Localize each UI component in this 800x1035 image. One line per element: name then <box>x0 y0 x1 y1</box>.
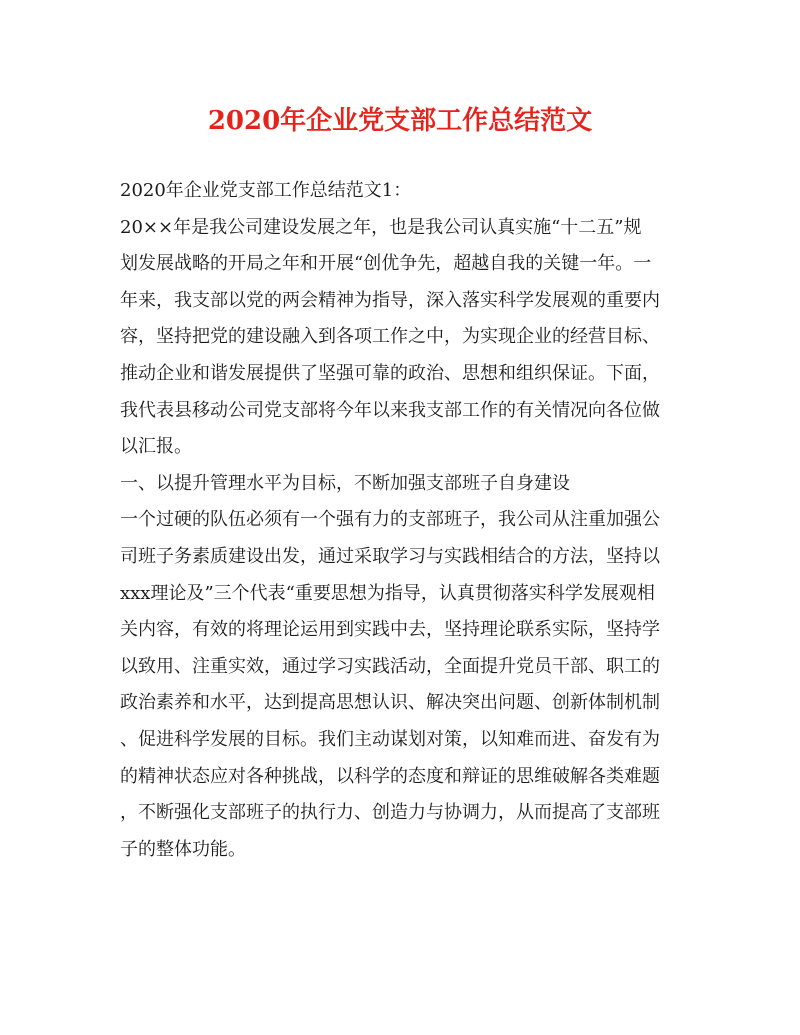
paragraph-line: 关内容，有效的将理论运用到实践中去，坚持理论联系实际，坚持学 <box>120 619 660 641</box>
paragraph-line: 、促进科学发展的目标。我们主动谋划对策，以知难而进、奋发有为 <box>120 728 660 750</box>
paragraph-line: 的精神状态应对各种挑战，以科学的态度和辩证的思维破解各类难题 <box>120 765 660 787</box>
paragraph-line: 一个过硬的队伍必须有一个强有力的支部班子，我公司从注重加强公 <box>120 509 660 531</box>
paragraph-line: xxx理论及”三个代表“重要思想为指导，认真贯彻落实科学发展观相 <box>120 582 655 604</box>
paragraph-line: 20××年是我公司建设发展之年，也是我公司认真实施“十二五”规 <box>120 216 642 238</box>
paragraph-line: 以汇报。 <box>120 436 192 458</box>
paragraph-line: 司班子务素质建设出发，通过采取学习与实践相结合的方法，坚持以 <box>120 545 660 567</box>
document-body <box>120 173 680 868</box>
paragraph-line: 我代表县移动公司党支部将今年以来我支部工作的有关情况向各位做 <box>120 399 660 421</box>
paragraph-line: 推动企业和谐发展提供了坚强可靠的政治、思想和组织保证。下面， <box>120 362 660 384</box>
paragraph-line: 子的整体功能。 <box>120 838 246 860</box>
paragraph-line: 划发展战略的开局之年和开展“创优争先，超越自我的关键一年。一 <box>120 253 652 275</box>
section-heading: 一、以提升管理水平为目标，不断加强支部班子自身建设 <box>120 472 570 494</box>
paragraph-line: ，不断强化支部班子的执行力、创造力与协调力，从而提高了支部班 <box>120 802 660 824</box>
paragraph-line: 政治素养和水平，达到提高思想认识、解决突出问题、创新体制机制 <box>120 692 660 714</box>
paragraph-line: 年来，我支部以党的两会精神为指导，深入落实科学发展观的重要内 <box>120 289 660 311</box>
subtitle-line: 2020年企业党支部工作总结范文1： <box>120 180 412 201</box>
paragraph-line: 以致用、注重实效，通过学习实践活动，全面提升党员干部、职工的 <box>120 655 660 677</box>
paragraph-line: 容，坚持把党的建设融入到各项工作之中，为实现企业的经营目标、 <box>120 326 660 348</box>
document-title: 2020年企业党支部工作总结范文 <box>207 106 593 136</box>
